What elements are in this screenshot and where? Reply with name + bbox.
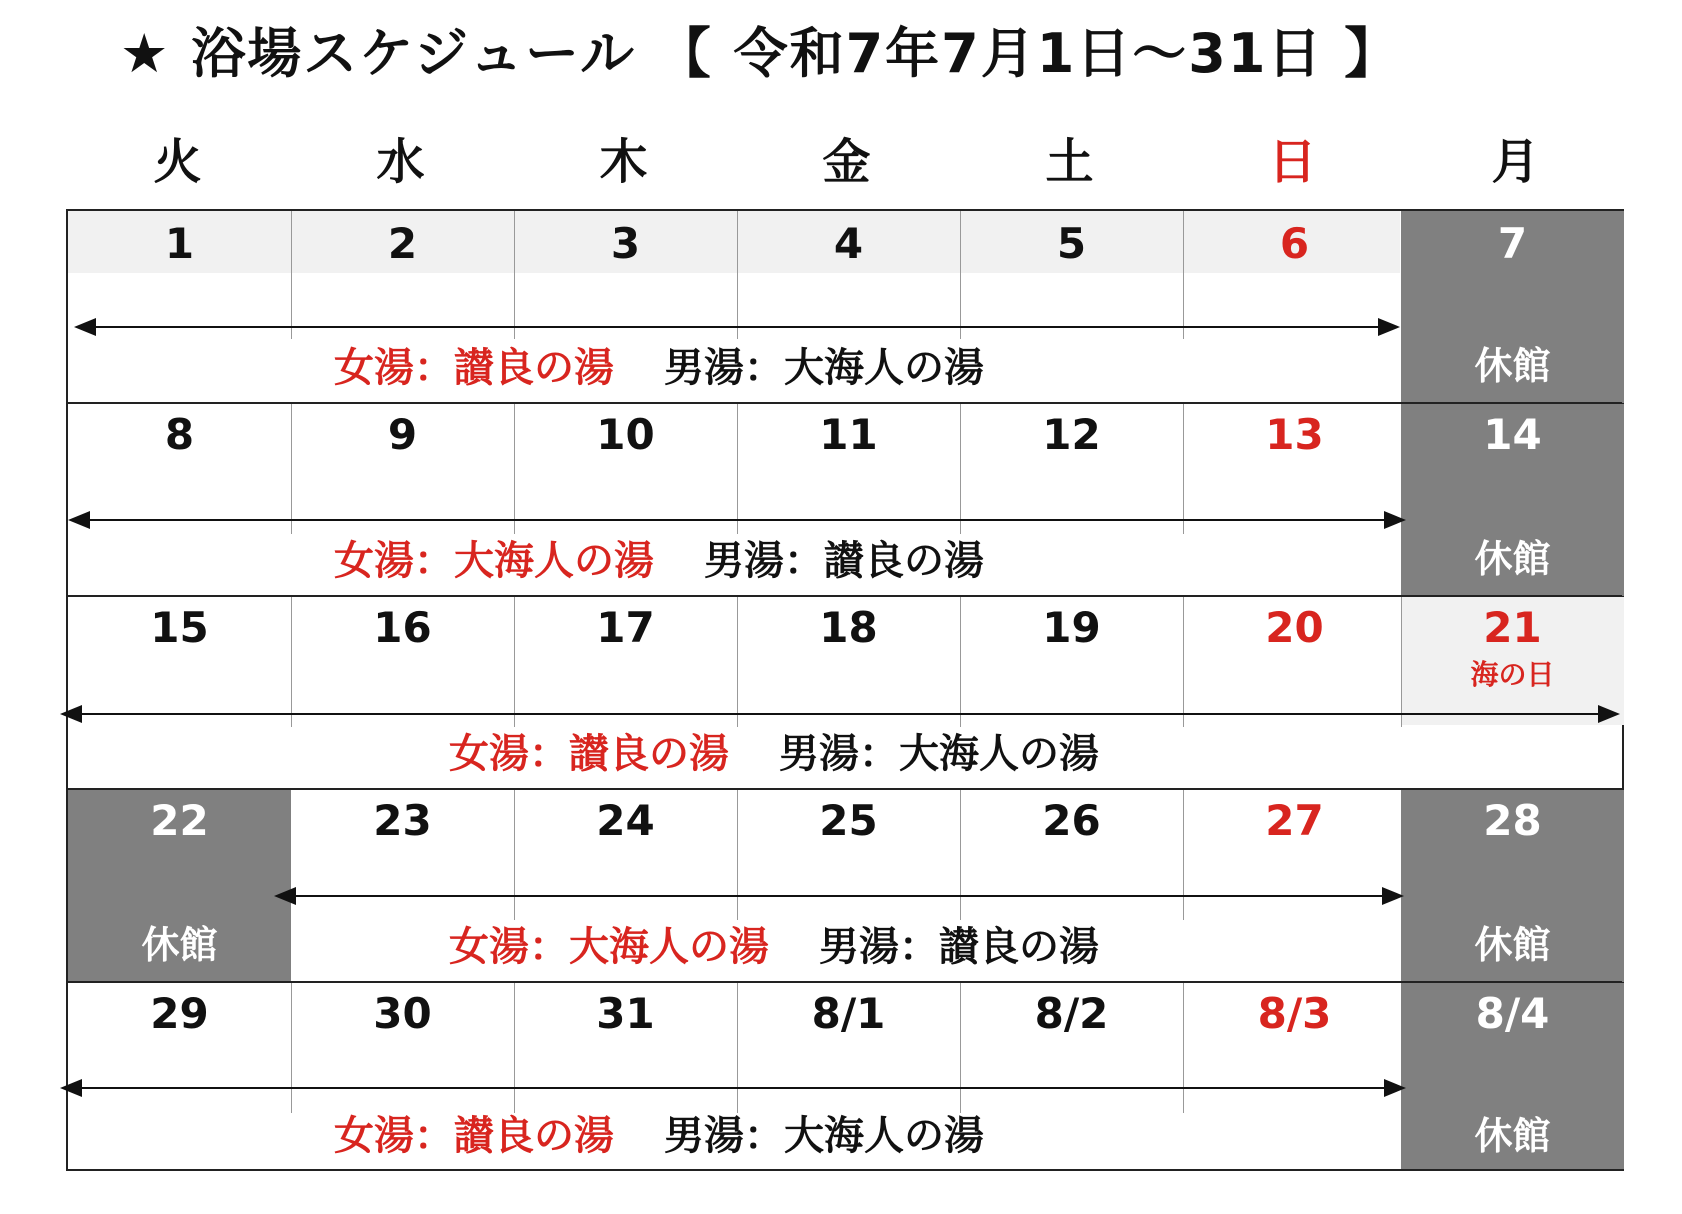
day-number: 15 [150,603,209,652]
closed-label: 休館 [1474,1114,1551,1158]
day-number: 9 [387,410,418,459]
day-number: 25 [819,796,878,845]
closed-label: 休館 [1474,537,1551,581]
day-number: 28 [1483,796,1542,845]
day-number: 29 [150,989,209,1038]
week-1-mon-closed-cell [1401,211,1624,403]
weekday-sat: 土 [1045,134,1094,190]
men-bath: 男湯：讃良の湯 [819,924,1099,970]
women-bath: 女湯：大海人の湯 [449,924,769,970]
day-number: 24 [596,796,655,845]
weekday-mon: 月 [1491,134,1540,190]
weekday-thu: 木 [599,134,648,190]
day-number: 8/2 [1034,989,1109,1038]
day-number: 3 [610,219,641,268]
women-bath: 女湯：大海人の湯 [334,538,654,584]
day-number: 10 [596,410,655,459]
day-number: 23 [373,796,432,845]
day-number: 18 [819,603,878,652]
day-number: 16 [373,603,432,652]
day-number: 26 [1042,796,1101,845]
day-number: 8/1 [811,989,886,1038]
day-number: 22 [150,796,209,845]
men-bath: 男湯：大海人の湯 [779,731,1099,777]
day-number: 7 [1497,219,1528,268]
day-number: 14 [1483,410,1542,459]
day-number-sunday: 13 [1265,410,1324,459]
week-4-tue-closed-cell [68,790,291,982]
weekday-tue: 火 [153,134,202,190]
bath-assignment [449,922,1099,972]
weekday-sun: 日 [1268,134,1317,190]
day-number: 19 [1042,603,1101,652]
weekday-fri: 金 [822,134,871,190]
day-number: 12 [1042,410,1101,459]
women-bath: 女湯：讃良の湯 [334,1113,614,1159]
day-number: 4 [833,219,864,268]
men-bath: 男湯：大海人の湯 [664,1113,984,1159]
women-bath: 女湯：讃良の湯 [334,345,614,391]
day-number-sunday: 6 [1279,219,1310,268]
bath-assignment [334,343,984,393]
week-5-mon-closed-cell [1401,983,1624,1169]
closed-label: 休館 [141,923,218,967]
day-number-sunday: 8/3 [1257,989,1332,1038]
day-number: 8 [164,410,195,459]
bath-assignment [334,1111,984,1161]
day-number: 8/4 [1475,989,1550,1038]
page-title: ★ 浴場スケジュール 【 令和7年7月1日～31日 】 [120,22,1401,85]
bath-assignment [334,536,984,586]
men-bath: 男湯：讃良の湯 [704,538,984,584]
day-number-sunday: 20 [1265,603,1324,652]
day-number: 11 [819,410,878,459]
women-bath: 女湯：讃良の湯 [449,731,729,777]
week-2-mon-closed-cell [1401,404,1624,596]
period-arrow [274,886,1404,906]
day-number: 5 [1056,219,1087,268]
closed-label: 休館 [1474,344,1551,388]
period-arrow [60,1078,1406,1098]
men-bath: 男湯：大海人の湯 [664,345,984,391]
schedule-calendar [66,209,1624,1171]
day-number: 1 [164,219,195,268]
day-number-holiday: 21 [1483,603,1542,652]
weekday-wed: 水 [376,134,425,190]
day-number: 17 [596,603,655,652]
day-number: 31 [596,989,655,1038]
week-4-mon-closed-cell [1401,790,1624,982]
period-arrow [68,510,1406,530]
day-number: 2 [387,219,418,268]
period-arrow [74,317,1400,337]
period-arrow [60,704,1620,724]
day-number: 30 [373,989,432,1038]
bath-assignment [449,729,1099,779]
day-number-sunday: 27 [1265,796,1324,845]
closed-label: 休館 [1474,923,1551,967]
holiday-label: 海の日 [1470,658,1555,691]
